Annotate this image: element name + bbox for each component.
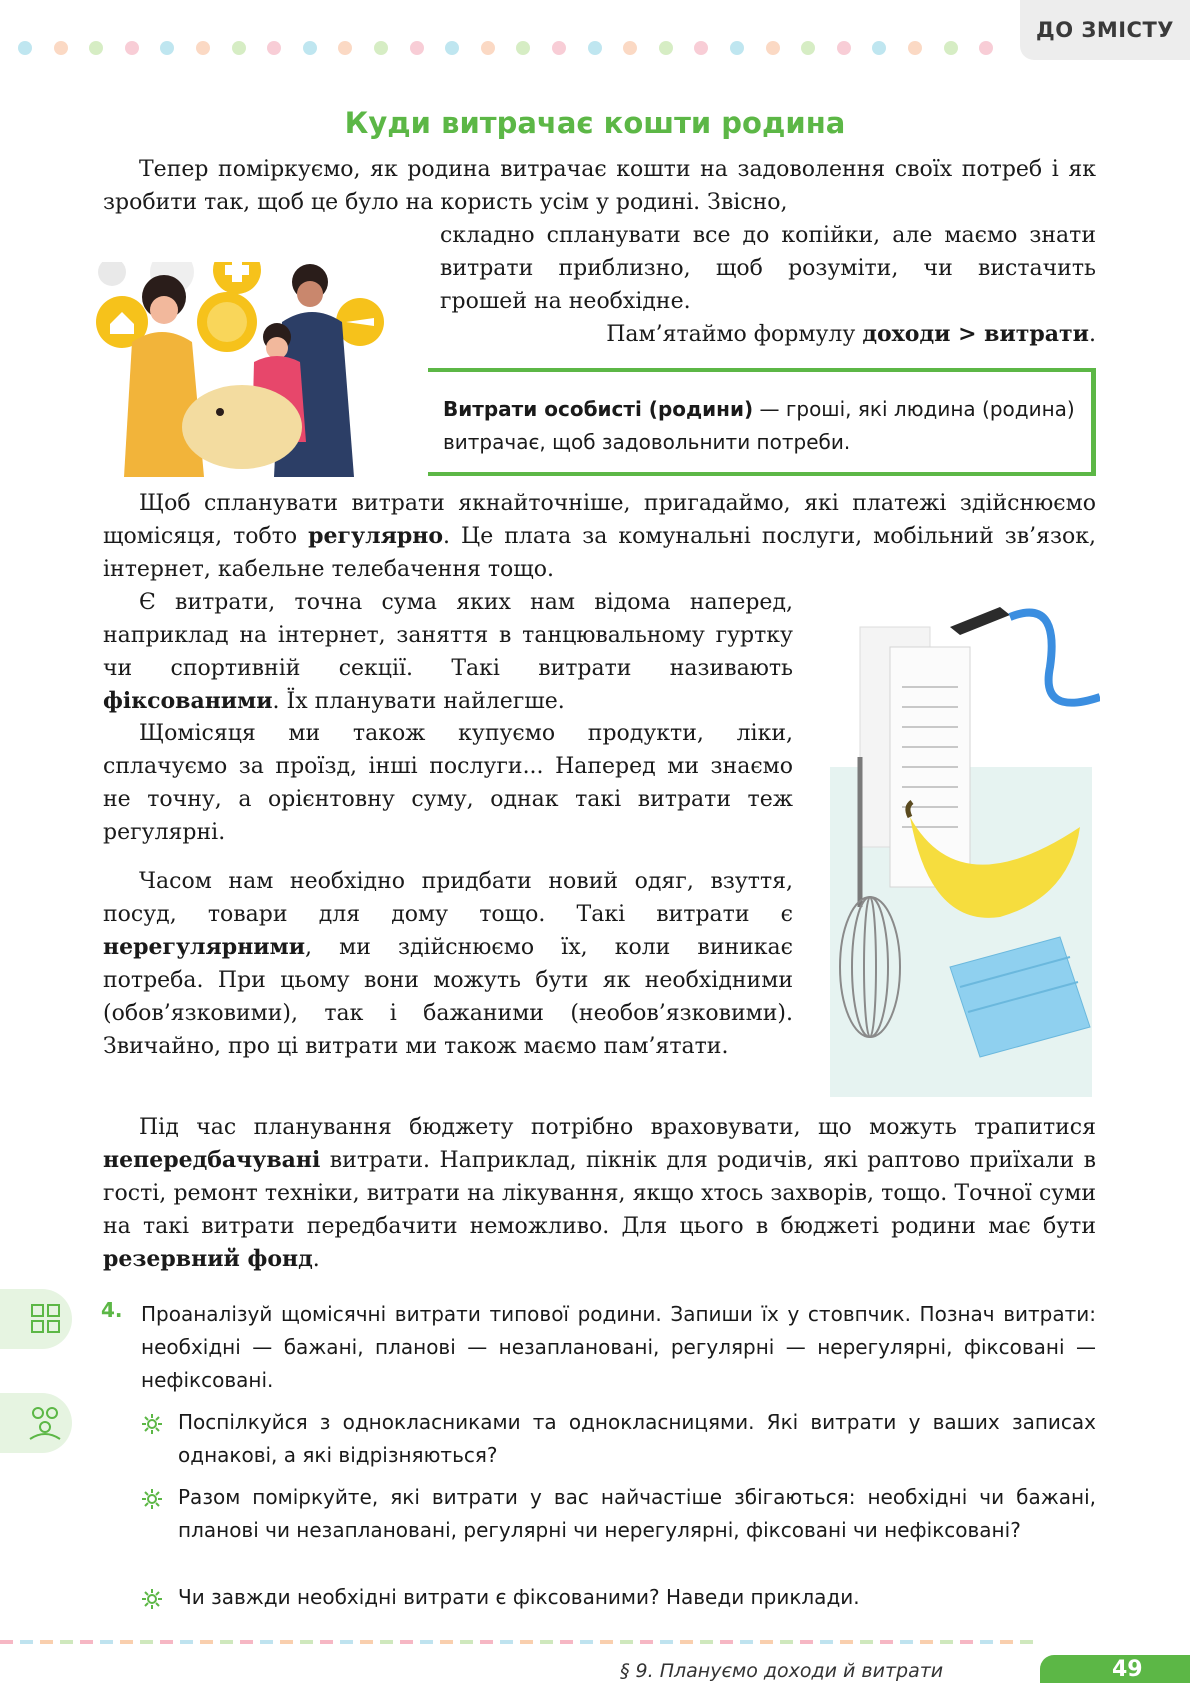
irregular-expenses-paragraph: Часом нам необхідно придбати новий одяг, взуття, посуд, товари для дому тощо. Такі витрати є нерегулярними, ми здійснюємо їх, коли виникає потреба. При цьому вони можуть бути як необхідними (обов’язковими), так і бажаними (необов’язковими). Звичайно, про ці витрати ми також маємо пам’ятати. bbox=[103, 869, 793, 1059]
decoration-dot bbox=[908, 41, 922, 55]
decoration-dash bbox=[840, 1640, 853, 1644]
decoration-dash bbox=[620, 1640, 633, 1644]
sun-bullet-icon bbox=[141, 1588, 163, 1610]
regular-payments-paragraph: Щоб спланувати витрати якнайточніше, пригадаймо, які платежі здійснюємо щомісяця, тобто регулярно. Це плата за комунальні послуги, мобільний зв’язок, інтернет, кабельне телебачення тощо. bbox=[103, 491, 1096, 582]
decoration-dash bbox=[720, 1640, 733, 1644]
decoration-dash bbox=[60, 1640, 73, 1644]
task-bullet-2: Разом поміркуйте, які витрати у вас найчастіше збігаються: необхідні чи бажані, планові чи незаплановані, регулярні чи нерегулярні, фіксовані чи нефіксовані? bbox=[178, 1485, 1096, 1542]
decoration-dash bbox=[860, 1640, 873, 1644]
decoration-dash bbox=[900, 1640, 913, 1644]
decoration-dash bbox=[760, 1640, 773, 1644]
page-number: 49 bbox=[1040, 1655, 1190, 1683]
family-money-illustration bbox=[92, 262, 414, 477]
decoration-dot bbox=[303, 41, 317, 55]
task-number: 4. bbox=[101, 1298, 123, 1322]
decoration-dash bbox=[280, 1640, 293, 1644]
individual-task-badge bbox=[0, 1289, 72, 1349]
decoration-dash bbox=[400, 1640, 413, 1644]
decoration-dash bbox=[980, 1640, 993, 1644]
decoration-dot bbox=[89, 41, 103, 55]
decoration-dash bbox=[660, 1640, 673, 1644]
decoration-dash bbox=[120, 1640, 133, 1644]
decoration-dash bbox=[240, 1640, 253, 1644]
decoration-dot bbox=[54, 41, 68, 55]
decoration-dash bbox=[680, 1640, 693, 1644]
decoration-dash bbox=[700, 1640, 713, 1644]
decoration-dot bbox=[481, 41, 495, 55]
decoration-dash bbox=[500, 1640, 513, 1644]
monthly-purchases-paragraph: Щомісяця ми також купуємо продукти, ліки, сплачуємо за проїзд, інші послуги... Наперед ми знаємо не точну, а орієнтовну суму, однак такі витрати теж регулярні. bbox=[103, 721, 793, 845]
decoration-dash bbox=[420, 1640, 433, 1644]
decoration-dash bbox=[40, 1640, 53, 1644]
decoration-dot bbox=[232, 41, 246, 55]
decoration-dash bbox=[780, 1640, 793, 1644]
decoration-dot bbox=[445, 41, 459, 55]
decoration-dash bbox=[460, 1640, 473, 1644]
decoration-dash bbox=[300, 1640, 313, 1644]
decoration-dash bbox=[920, 1640, 933, 1644]
task-text: Проаналізуй щомісячні витрати типової родини. Запиши їх у стовпчик. Познач витрати: необхідні — бажані, планові — незаплановані, регулярні — нерегулярні, фіксовані — нефіксовані. bbox=[141, 1302, 1096, 1392]
decoration-dash bbox=[1020, 1640, 1033, 1644]
qr-grid-icon bbox=[0, 1289, 72, 1349]
group-people-icon bbox=[0, 1393, 72, 1453]
unexpected-expenses-paragraph: Під час планування бюджету потрібно враховувати, що можуть трапитися непередбачувані витрати. Наприклад, пікнік для родичів, які раптово приїхали в гості, ремонт техніки, витрати на лікування, якщо хтось захворів, тощо. Точної суми на такі витрати передбачити неможливо. Для цього в бюджеті родини має бути резервний фонд. bbox=[103, 1115, 1096, 1272]
top-dots-decoration bbox=[18, 41, 1018, 57]
decoration-dot bbox=[872, 41, 886, 55]
decoration-dot bbox=[516, 41, 530, 55]
decoration-dash bbox=[580, 1640, 593, 1644]
formula-bold: доходи > витрати bbox=[862, 321, 1089, 347]
decoration-dash bbox=[560, 1640, 573, 1644]
decoration-dash bbox=[480, 1640, 493, 1644]
decoration-dot bbox=[801, 41, 815, 55]
definition-text: Витрати особисті (родини) — гроші, які людина (родина) витрачає, щоб задовольнити потреби. bbox=[443, 397, 1075, 454]
decoration-dot bbox=[374, 41, 388, 55]
decoration-dash bbox=[320, 1640, 333, 1644]
decoration-dash bbox=[260, 1640, 273, 1644]
decoration-dot bbox=[18, 41, 32, 55]
decoration-dash bbox=[820, 1640, 833, 1644]
decoration-dot bbox=[694, 41, 708, 55]
decoration-dot bbox=[588, 41, 602, 55]
sun-bullet-icon bbox=[141, 1488, 163, 1510]
decoration-dash bbox=[100, 1640, 113, 1644]
decoration-dash bbox=[540, 1640, 553, 1644]
decoration-dot bbox=[979, 41, 993, 55]
decoration-dash bbox=[960, 1640, 973, 1644]
decoration-dot bbox=[659, 41, 673, 55]
group-task-badge bbox=[0, 1393, 72, 1453]
section-title: Куди витрачає кошти родина bbox=[344, 106, 846, 140]
decoration-dash bbox=[220, 1640, 233, 1644]
decoration-dash bbox=[640, 1640, 653, 1644]
sun-bullet-icon bbox=[141, 1413, 163, 1435]
definition-term: Витрати особисті (родини) bbox=[443, 397, 754, 421]
decoration-dash bbox=[80, 1640, 93, 1644]
decoration-dash bbox=[140, 1640, 153, 1644]
formula-line: Пам’ятаймо формулу доходи > витрати. bbox=[606, 321, 1096, 347]
decoration-dot bbox=[338, 41, 352, 55]
bottom-dashed-divider bbox=[0, 1640, 1040, 1644]
decoration-dash bbox=[880, 1640, 893, 1644]
decoration-dot bbox=[196, 41, 210, 55]
task-bullet-1: Поспілкуйся з однокласниками та однокласницями. Які витрати у ваших записах однакові, а які відрізняються? bbox=[178, 1410, 1096, 1467]
intro-paragraph-continued: складно спланувати все до копійки, але маємо знати витрати приблизно, щоб розуміти, чи вистачить грошей на необхідне. bbox=[440, 223, 1096, 314]
expenses-photo-illustration bbox=[830, 607, 1100, 1097]
fixed-expenses-paragraph: Є витрати, точна сума яких нам відома наперед, наприклад на інтернет, заняття в танцювальному гуртку чи спортивній секції. Такі витрати називають фіксованими. Їх планувати найлегше. bbox=[103, 590, 793, 714]
decoration-dash bbox=[520, 1640, 533, 1644]
decoration-dash bbox=[200, 1640, 213, 1644]
decoration-dash bbox=[0, 1640, 13, 1644]
footer-section-title: § 9. Плануємо доходи й витрати bbox=[620, 1660, 944, 1682]
decoration-dot bbox=[410, 41, 424, 55]
decoration-dash bbox=[440, 1640, 453, 1644]
decoration-dash bbox=[740, 1640, 753, 1644]
decoration-dot bbox=[944, 41, 958, 55]
decoration-dot bbox=[730, 41, 744, 55]
decoration-dot bbox=[623, 41, 637, 55]
decoration-dash bbox=[380, 1640, 393, 1644]
table-of-contents-link[interactable]: ДО ЗМІСТУ bbox=[1020, 0, 1190, 60]
task-bullet-3: Чи завжди необхідні витрати є фіксованими? Наведи приклади. bbox=[178, 1585, 860, 1609]
decoration-dash bbox=[360, 1640, 373, 1644]
decoration-dot bbox=[125, 41, 139, 55]
decoration-dash bbox=[180, 1640, 193, 1644]
decoration-dash bbox=[340, 1640, 353, 1644]
decoration-dot bbox=[552, 41, 566, 55]
decoration-dash bbox=[940, 1640, 953, 1644]
decoration-dash bbox=[800, 1640, 813, 1644]
decoration-dot bbox=[837, 41, 851, 55]
intro-paragraph: Тепер поміркуємо, як родина витрачає кошти на задоволення своїх потреб і як зробити так, щоб це було на користь усім у родині. Звісно, bbox=[103, 157, 1096, 215]
decoration-dot bbox=[766, 41, 780, 55]
decoration-dash bbox=[600, 1640, 613, 1644]
decoration-dot bbox=[160, 41, 174, 55]
decoration-dot bbox=[267, 41, 281, 55]
decoration-dash bbox=[20, 1640, 33, 1644]
decoration-dash bbox=[1000, 1640, 1013, 1644]
decoration-dash bbox=[160, 1640, 173, 1644]
